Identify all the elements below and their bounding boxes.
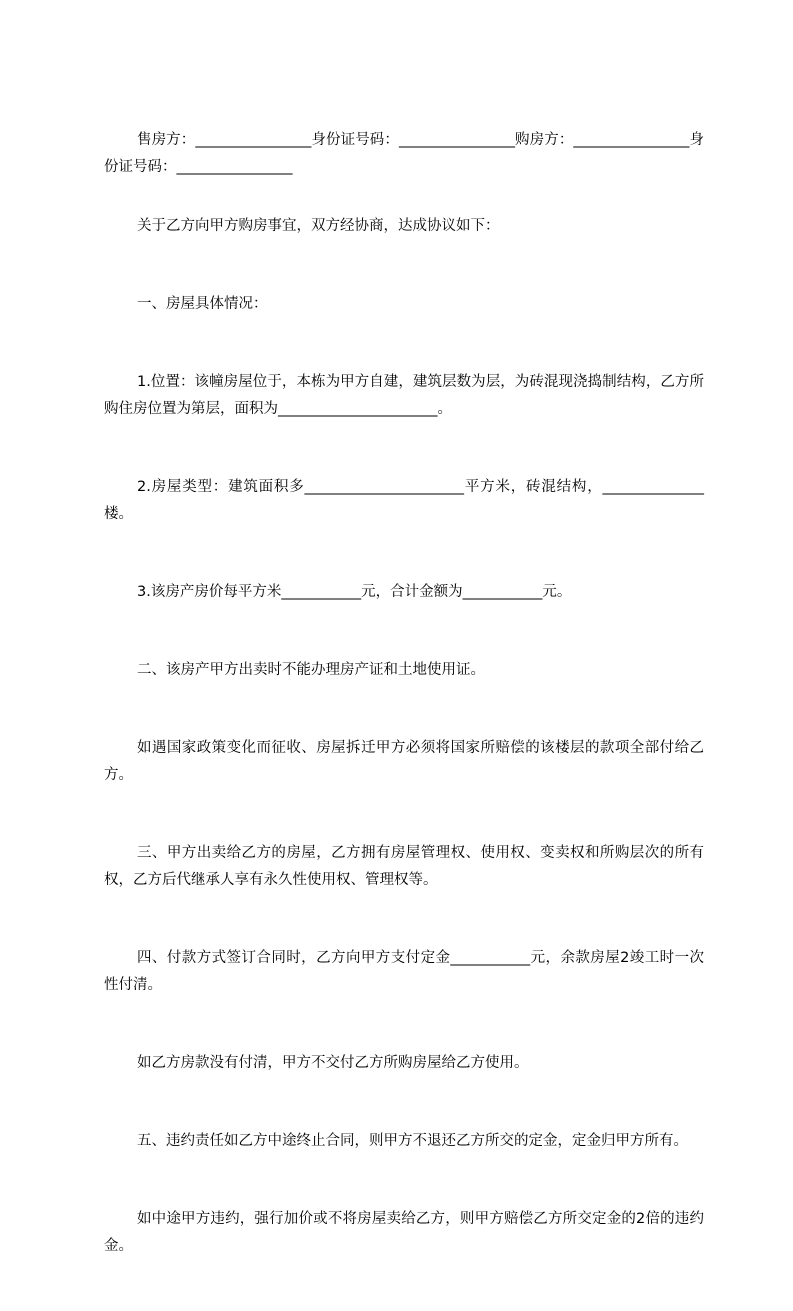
section-5: 五、违约责任如乙方中途终止合同，则甲方不退还乙方所交的定金，定金归甲方所有。 (137, 1133, 688, 1149)
clause-price: 3.该房产房价每平方米___________元，合计金额为___________元。 (137, 584, 572, 600)
clause-location: 1.位置：该幢房屋位于，本栋为甲方自建，建筑层数为层，为砖混现浇捣制结构，乙方所购住房位置为第层，面积为______________________。 (104, 374, 704, 417)
section-2: 二、该房产甲方出卖时不能办理房产证和土地使用证。 (137, 662, 485, 678)
agreement-intro: 关于乙方向甲方购房事宜，双方经协商，达成协议如下： (137, 218, 500, 234)
section-4: 四、付款方式签订合同时，乙方向甲方支付定金___________元，余款房屋2竣工时一次性付清。 (104, 950, 704, 993)
section-3: 三、甲方出卖给乙方的房屋，乙方拥有房屋管理权、使用权、变卖权和所购层次的所有权，乙方后代继承人享有永久性使用权、管理权等。 (104, 845, 704, 888)
clause-seller-breach: 如中途甲方违约，强行加价或不将房屋卖给乙方，则甲方赔偿乙方所交定金的2倍的违约金。 (104, 1211, 704, 1254)
parties-info: 售房方：________________身份证号码：________________购房方：________________身份证号码：________________ (104, 132, 704, 175)
section-1-heading: 一、房屋具体情况： (137, 296, 268, 312)
clause-expropriation: 如遇国家政策变化而征收、房屋拆迁甲方必须将国家所赔偿的该楼层的款项全部付给乙方。 (104, 740, 704, 783)
clause-house-type: 2.房屋类型：建筑面积多______________________平方米，砖混结构，______________楼。 (104, 479, 704, 522)
clause-unpaid: 如乙方房款没有付清，甲方不交付乙方所购房屋给乙方使用。 (137, 1055, 529, 1071)
document-body (104, 127, 704, 1311)
